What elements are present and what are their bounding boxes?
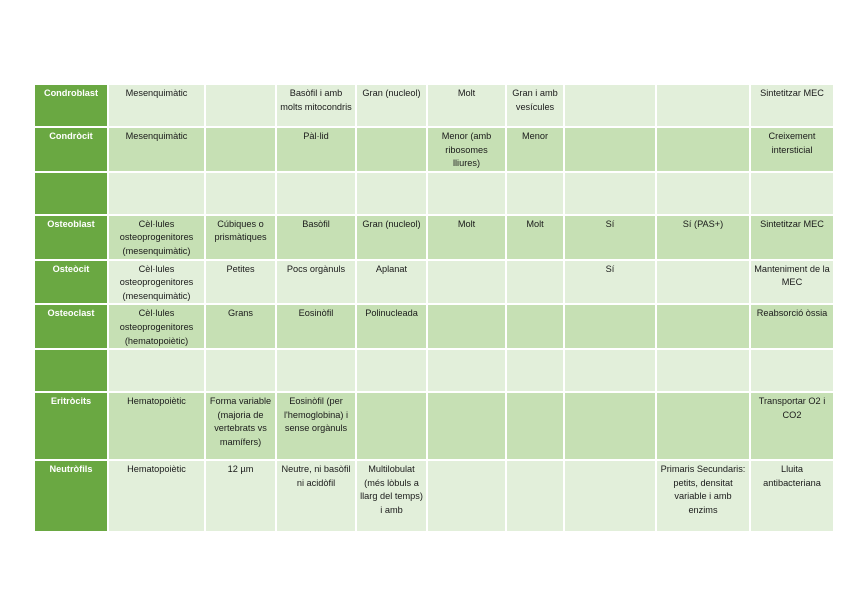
cell-shape-size [206, 85, 275, 126]
cell-shape-size [206, 173, 275, 214]
cell-rough-er [428, 461, 505, 531]
cell-col-8 [565, 461, 655, 531]
row-header-cell [35, 350, 107, 391]
cell-nucleus [357, 350, 426, 391]
cell-nucleus: Gran (nucleol) [357, 216, 426, 259]
table-row [35, 350, 833, 391]
cell-cytoplasm: Basòfil [277, 216, 355, 259]
cell-rough-er [428, 393, 505, 459]
cell-origin: Cèl·lules osteoprogenitores (mesenquimàtic) [109, 216, 204, 259]
cell-shape-size [206, 128, 275, 171]
cell-col-8 [565, 393, 655, 459]
cell-function [751, 350, 833, 391]
table-row [35, 305, 833, 348]
cell-col-8 [565, 85, 655, 126]
cell-shape-size: 12 µm [206, 461, 275, 531]
cell-origin: Cèl·lules osteoprogenitores (hematopoiètic) [109, 305, 204, 348]
cell-origin: Cèl·lules osteoprogenitores (mesenquimàtic) [109, 261, 204, 304]
row-header-cell: Osteoclast [35, 305, 107, 348]
cell-shape-size [206, 350, 275, 391]
cell-function: Manteniment de la MEC [751, 261, 833, 304]
cell-col-9 [657, 173, 749, 214]
cell-function: Transportar O2 i CO2 [751, 393, 833, 459]
cell-col-8: Sí [565, 261, 655, 304]
cell-types-table [33, 83, 835, 533]
cell-nucleus: Polinucleada [357, 305, 426, 348]
table-row [35, 216, 833, 259]
cell-col-9 [657, 305, 749, 348]
cell-col-9: Primaris Secundaris: petits, densitat variable i amb enzims [657, 461, 749, 531]
row-header-cell: Condròcit [35, 128, 107, 171]
cell-function [751, 173, 833, 214]
cell-col-9 [657, 85, 749, 126]
cell-golgi [507, 173, 563, 214]
cell-nucleus [357, 173, 426, 214]
cell-cytoplasm: Eosinòfil [277, 305, 355, 348]
row-header-cell: Condroblast [35, 85, 107, 126]
cell-rough-er [428, 173, 505, 214]
cell-origin: Hematopoiètic [109, 461, 204, 531]
row-header-cell [35, 173, 107, 214]
cell-origin: Hematopoiètic [109, 393, 204, 459]
cell-function: Lluita antibacteriana [751, 461, 833, 531]
cell-nucleus: Aplanat [357, 261, 426, 304]
cell-rough-er: Molt [428, 85, 505, 126]
table-row [35, 173, 833, 214]
cell-col-9: Sí (PAS+) [657, 216, 749, 259]
cell-shape-size: Cúbiques o prismàtiques [206, 216, 275, 259]
cell-col-8 [565, 350, 655, 391]
cell-origin [109, 350, 204, 391]
cell-nucleus [357, 128, 426, 171]
cell-origin: Mesenquimàtic [109, 128, 204, 171]
cell-col-9 [657, 350, 749, 391]
row-header-cell: Eritròcits [35, 393, 107, 459]
cell-nucleus: Multilobulat (més lòbuls a llarg del temps) i amb [357, 461, 426, 531]
cell-cytoplasm: Eosinòfil (per l'hemoglobina) i sense orgànuls [277, 393, 355, 459]
cell-shape-size: Grans [206, 305, 275, 348]
row-header-cell: Osteòcit [35, 261, 107, 304]
cell-cytoplasm [277, 173, 355, 214]
cell-cytoplasm: Neutre, ni basòfil ni acidòfil [277, 461, 355, 531]
cell-golgi [507, 461, 563, 531]
table-row [35, 261, 833, 304]
cell-golgi [507, 305, 563, 348]
cell-rough-er [428, 305, 505, 348]
row-header-cell: Osteoblast [35, 216, 107, 259]
cell-nucleus: Gran (nucleol) [357, 85, 426, 126]
cell-col-9 [657, 261, 749, 304]
row-header-cell: Neutròfils [35, 461, 107, 531]
cell-shape-size: Petites [206, 261, 275, 304]
cell-cytoplasm: Pàl·lid [277, 128, 355, 171]
cell-cytoplasm [277, 350, 355, 391]
cell-golgi [507, 261, 563, 304]
cell-col-8 [565, 305, 655, 348]
cell-col-9 [657, 393, 749, 459]
table-row [35, 128, 833, 171]
cell-golgi [507, 350, 563, 391]
cell-rough-er [428, 350, 505, 391]
cell-golgi: Menor [507, 128, 563, 171]
cell-function: Reabsorció òssia [751, 305, 833, 348]
cell-origin [109, 173, 204, 214]
cell-function: Sintetitzar MEC [751, 216, 833, 259]
cell-rough-er: Molt [428, 216, 505, 259]
table-row [35, 393, 833, 459]
cell-col-9 [657, 128, 749, 171]
cell-col-8 [565, 173, 655, 214]
cell-rough-er: Menor (amb ribosomes lliures) [428, 128, 505, 171]
cell-golgi: Gran i amb vesícules [507, 85, 563, 126]
cell-rough-er [428, 261, 505, 304]
cell-function: Creixement intersticial [751, 128, 833, 171]
cell-cytoplasm: Pocs orgànuls [277, 261, 355, 304]
cell-col-8: Sí [565, 216, 655, 259]
cell-nucleus [357, 393, 426, 459]
cell-shape-size: Forma variable (majoria de vertebrats vs mamífers) [206, 393, 275, 459]
cell-function: Sintetitzar MEC [751, 85, 833, 126]
cell-golgi: Molt [507, 216, 563, 259]
table-row [35, 85, 833, 126]
cell-origin: Mesenquimàtic [109, 85, 204, 126]
cell-cytoplasm: Basòfil i amb molts mitocondris [277, 85, 355, 126]
table-row [35, 461, 833, 531]
cell-col-8 [565, 128, 655, 171]
cell-golgi [507, 393, 563, 459]
